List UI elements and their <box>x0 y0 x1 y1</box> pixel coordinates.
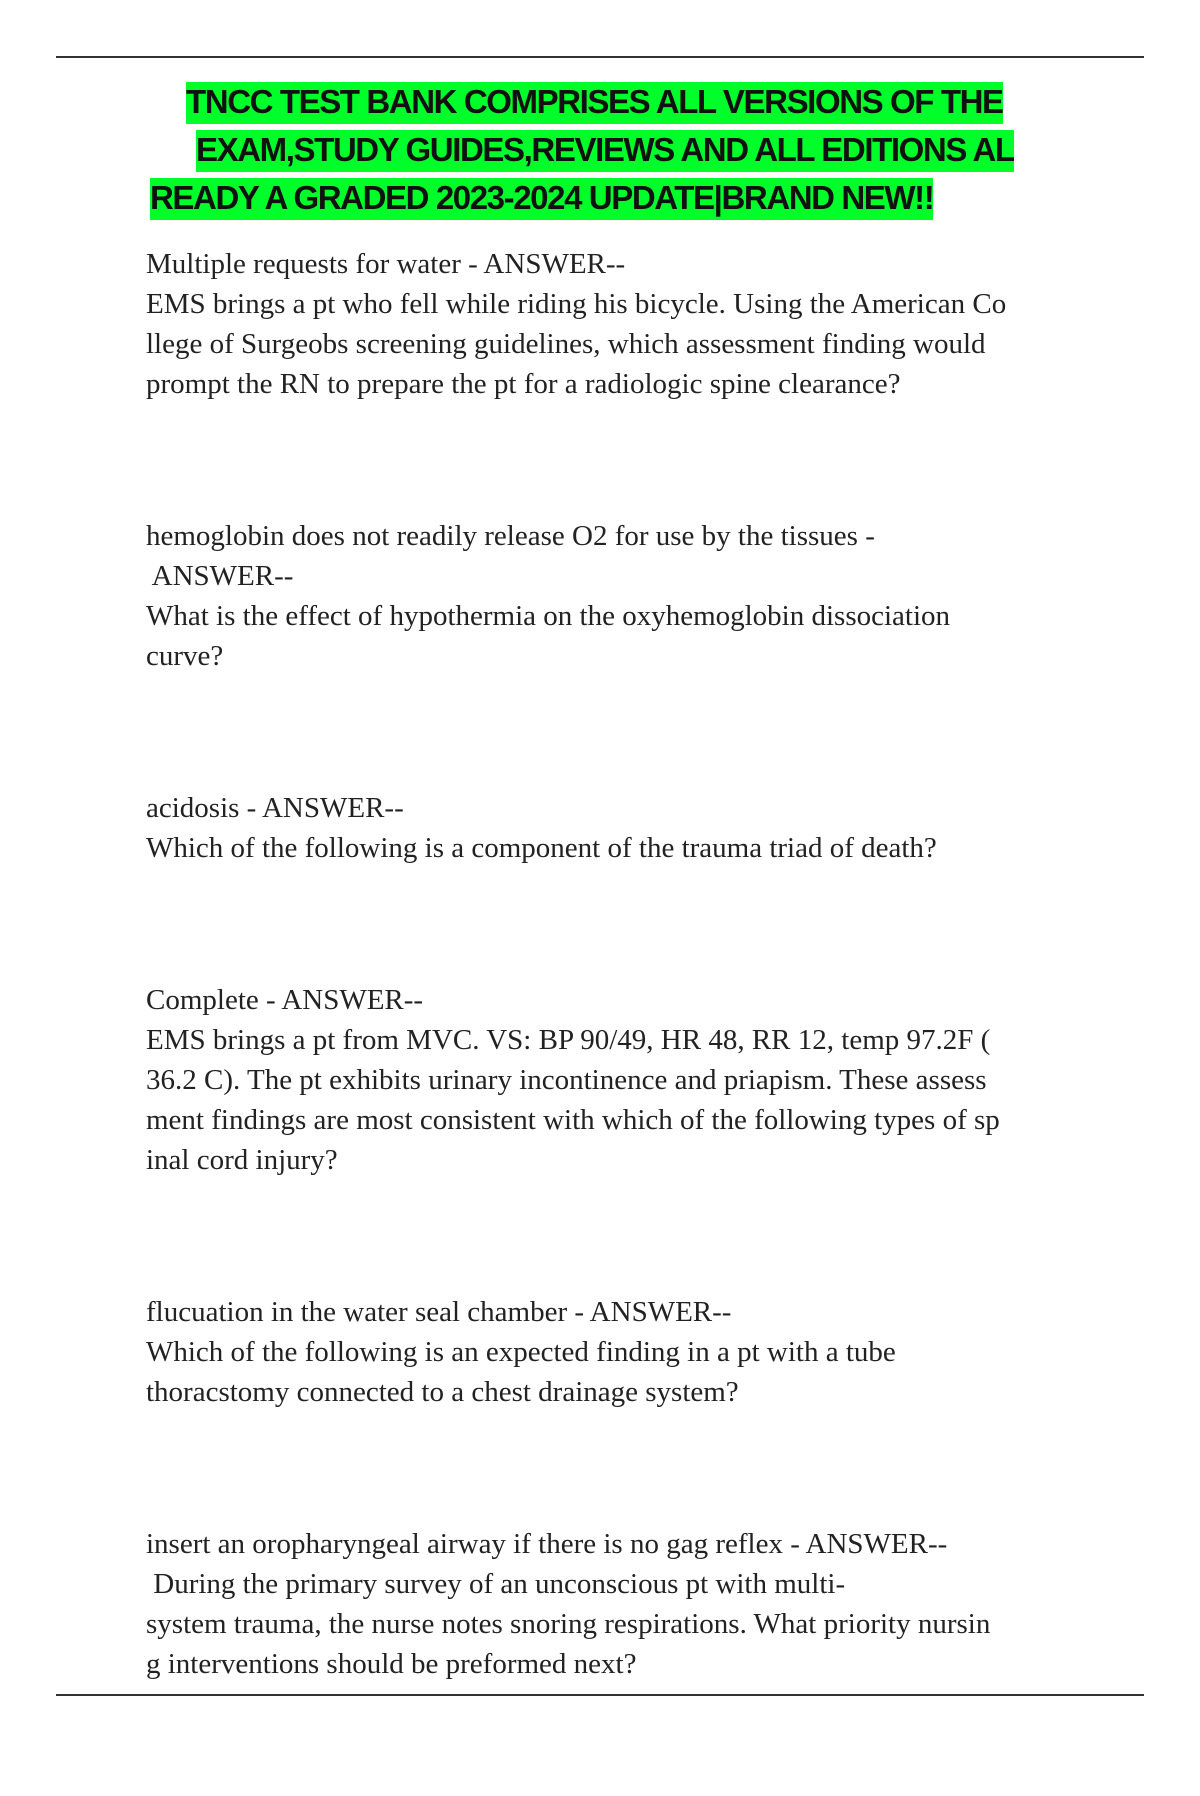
question-line: g interventions should be preformed next? <box>146 1648 637 1680</box>
qa-entry <box>146 1524 1106 1684</box>
question-line: ment findings are most consistent with which of the following types of sp <box>146 1104 1000 1136</box>
question-line: 36.2 C). The pt exhibits urinary incontinence and priapism. These assess <box>146 1064 987 1096</box>
qa-entry <box>146 788 1106 868</box>
question-line: EMS brings a pt who fell while riding his bicycle. Using the American Co <box>146 288 1007 320</box>
document-title <box>150 78 1090 222</box>
title-highlight: EXAM,STUDY GUIDES,REVIEWS AND ALL EDITIONS AL <box>196 130 1014 172</box>
question-line: Which of the following is an expected finding in a pt with a tube <box>146 1336 896 1368</box>
qa-entry <box>146 516 1106 676</box>
answer-line: hemoglobin does not readily release O2 for use by the tissues - <box>146 520 875 552</box>
answer-line: ANSWER-- <box>146 560 294 592</box>
title-highlight: TNCC TEST BANK COMPRISES ALL VERSIONS OF THE <box>186 82 1003 124</box>
question-line: prompt the RN to prepare the pt for a radiologic spine clearance? <box>146 368 901 400</box>
answer-line: acidosis - ANSWER-- <box>146 792 404 824</box>
question-line: thoracstomy connected to a chest drainage system? <box>146 1376 739 1408</box>
title-highlight: READY A GRADED 2023-2024 UPDATE|BRAND NEW!! <box>150 178 933 220</box>
qa-entry <box>146 1292 1106 1412</box>
qa-entry <box>146 980 1106 1180</box>
qa-entry <box>146 244 1106 404</box>
qa-list <box>146 244 1106 1796</box>
answer-line: insert an oropharyngeal airway if there is no gag reflex - ANSWER-- <box>146 1528 948 1560</box>
question-line: During the primary survey of an unconscious pt with multi- <box>146 1568 846 1600</box>
question-line: curve? <box>146 640 224 672</box>
title-line <box>150 174 1090 222</box>
title-line <box>150 126 1090 174</box>
bottom-rule <box>56 1694 1144 1696</box>
question-line: EMS brings a pt from MVC. VS: BP 90/49, HR 48, RR 12, temp 97.2F ( <box>146 1024 991 1056</box>
question-line: llege of Surgeobs screening guidelines, which assessment finding would <box>146 328 986 360</box>
answer-line: Complete - ANSWER-- <box>146 984 424 1016</box>
question-line: inal cord injury? <box>146 1144 338 1176</box>
question-line: Which of the following is a component of the trauma triad of death? <box>146 832 937 864</box>
question-line: system trauma, the nurse notes snoring respirations. What priority nursin <box>146 1608 991 1640</box>
question-line: What is the effect of hypothermia on the oxyhemoglobin dissociation <box>146 600 951 632</box>
answer-line: Multiple requests for water - ANSWER-- <box>146 248 626 280</box>
answer-line: flucuation in the water seal chamber - ANSWER-- <box>146 1296 732 1328</box>
title-line <box>150 78 1090 126</box>
top-rule <box>56 56 1144 58</box>
